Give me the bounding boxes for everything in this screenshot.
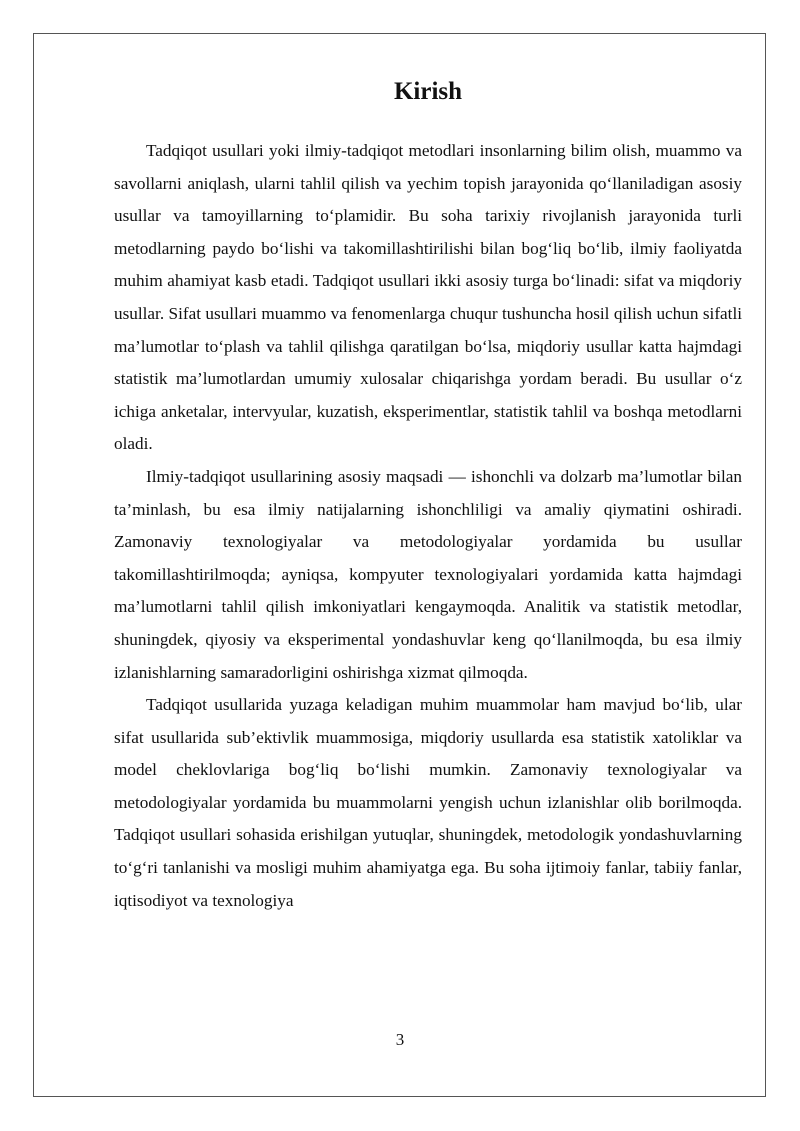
paragraph-1: Tadqiqot usullari yoki ilmiy-tadqiqot metodlari insonlarning bilim olish, muammo va savollarni aniqlash, ularni tahlil qilish va yechim topish jarayonida qo‘llaniladigan asosiy usullar va tamoyillarning to‘plamidir. Bu soha tarixiy rivojlanish jarayonida turli metodlarning paydo bo‘lishi va takomillashtirilishi bilan bog‘liq bo‘lib, ilmiy faoliyatda muhim ahamiyat kasb etadi. Tadqiqot usullari ikki asosiy turga bo‘linadi: sifat va miqdoriy usullar. Sifat usullari muammo va fenomenlarga chuqur tushuncha hosil qilish uchun sifatli ma’lumotlar to‘plash va tahlil qilishga qaratilgan bo‘lsa, miqdoriy usullar katta hajmdagi statistik ma’lumotlardan umumiy xulosalar chiqarishga yordam beradi. Bu usullar o‘z ichiga anketalar, intervyular, kuzatish, eksperimentlar, statistik tahlil va boshqa metodlarni oladi.	[114, 141, 742, 454]
page-content	[114, 75, 742, 917]
paragraph-3: Tadqiqot usullarida yuzaga keladigan muhim muammolar ham mavjud bo‘lib, ular sifat usullarida sub’ektivlik muammosiga, miqdoriy usullarda esa statistik xatoliklar va model cheklovlariga bog‘liq bo‘lishi mumkin. Zamonaviy texnologiyalar va metodologiyalar yordamida bu muammolarni yengish uchun izlanishlar olib borilmoqda. Tadqiqot usullari sohasida erishilgan yutuqlar, shuningdek, metodologik yondashuvlarning to‘g‘ri tanlanishi va mosligi muhim ahamiyatga ega. Bu soha ijtimoiy fanlar, tabiiy fanlar, iqtisodiyot va texnologiya	[114, 695, 742, 910]
page-title: Kirish	[393, 78, 463, 105]
paragraph-2: Ilmiy-tadqiqot usullarining asosiy maqsadi — ishonchli va dolzarb ma’lumotlar bilan ta’minlash, bu esa ilmiy natijalarning ishonchliligi va amaliy qiymatini oshiradi. Zamonaviy texnologiyalar va metodologiyalar yordamida bu usullar takomillashtirilmoqda; ayniqsa, kompyuter texnologiyalari yordamida katta hajmdagi ma’lumotlarni tahlil qilish imkoniyatlari kengaymoqda. Analitik va statistik metodlar, shuningdek, qiyosiy va eksperimental yondashuvlar keng qo‘llanilmoqda, bu esa ilmiy izlanishlarning samaradorligini oshirishga xizmat qilmoqda.	[114, 466, 742, 682]
page-number: 3	[395, 1030, 405, 1049]
